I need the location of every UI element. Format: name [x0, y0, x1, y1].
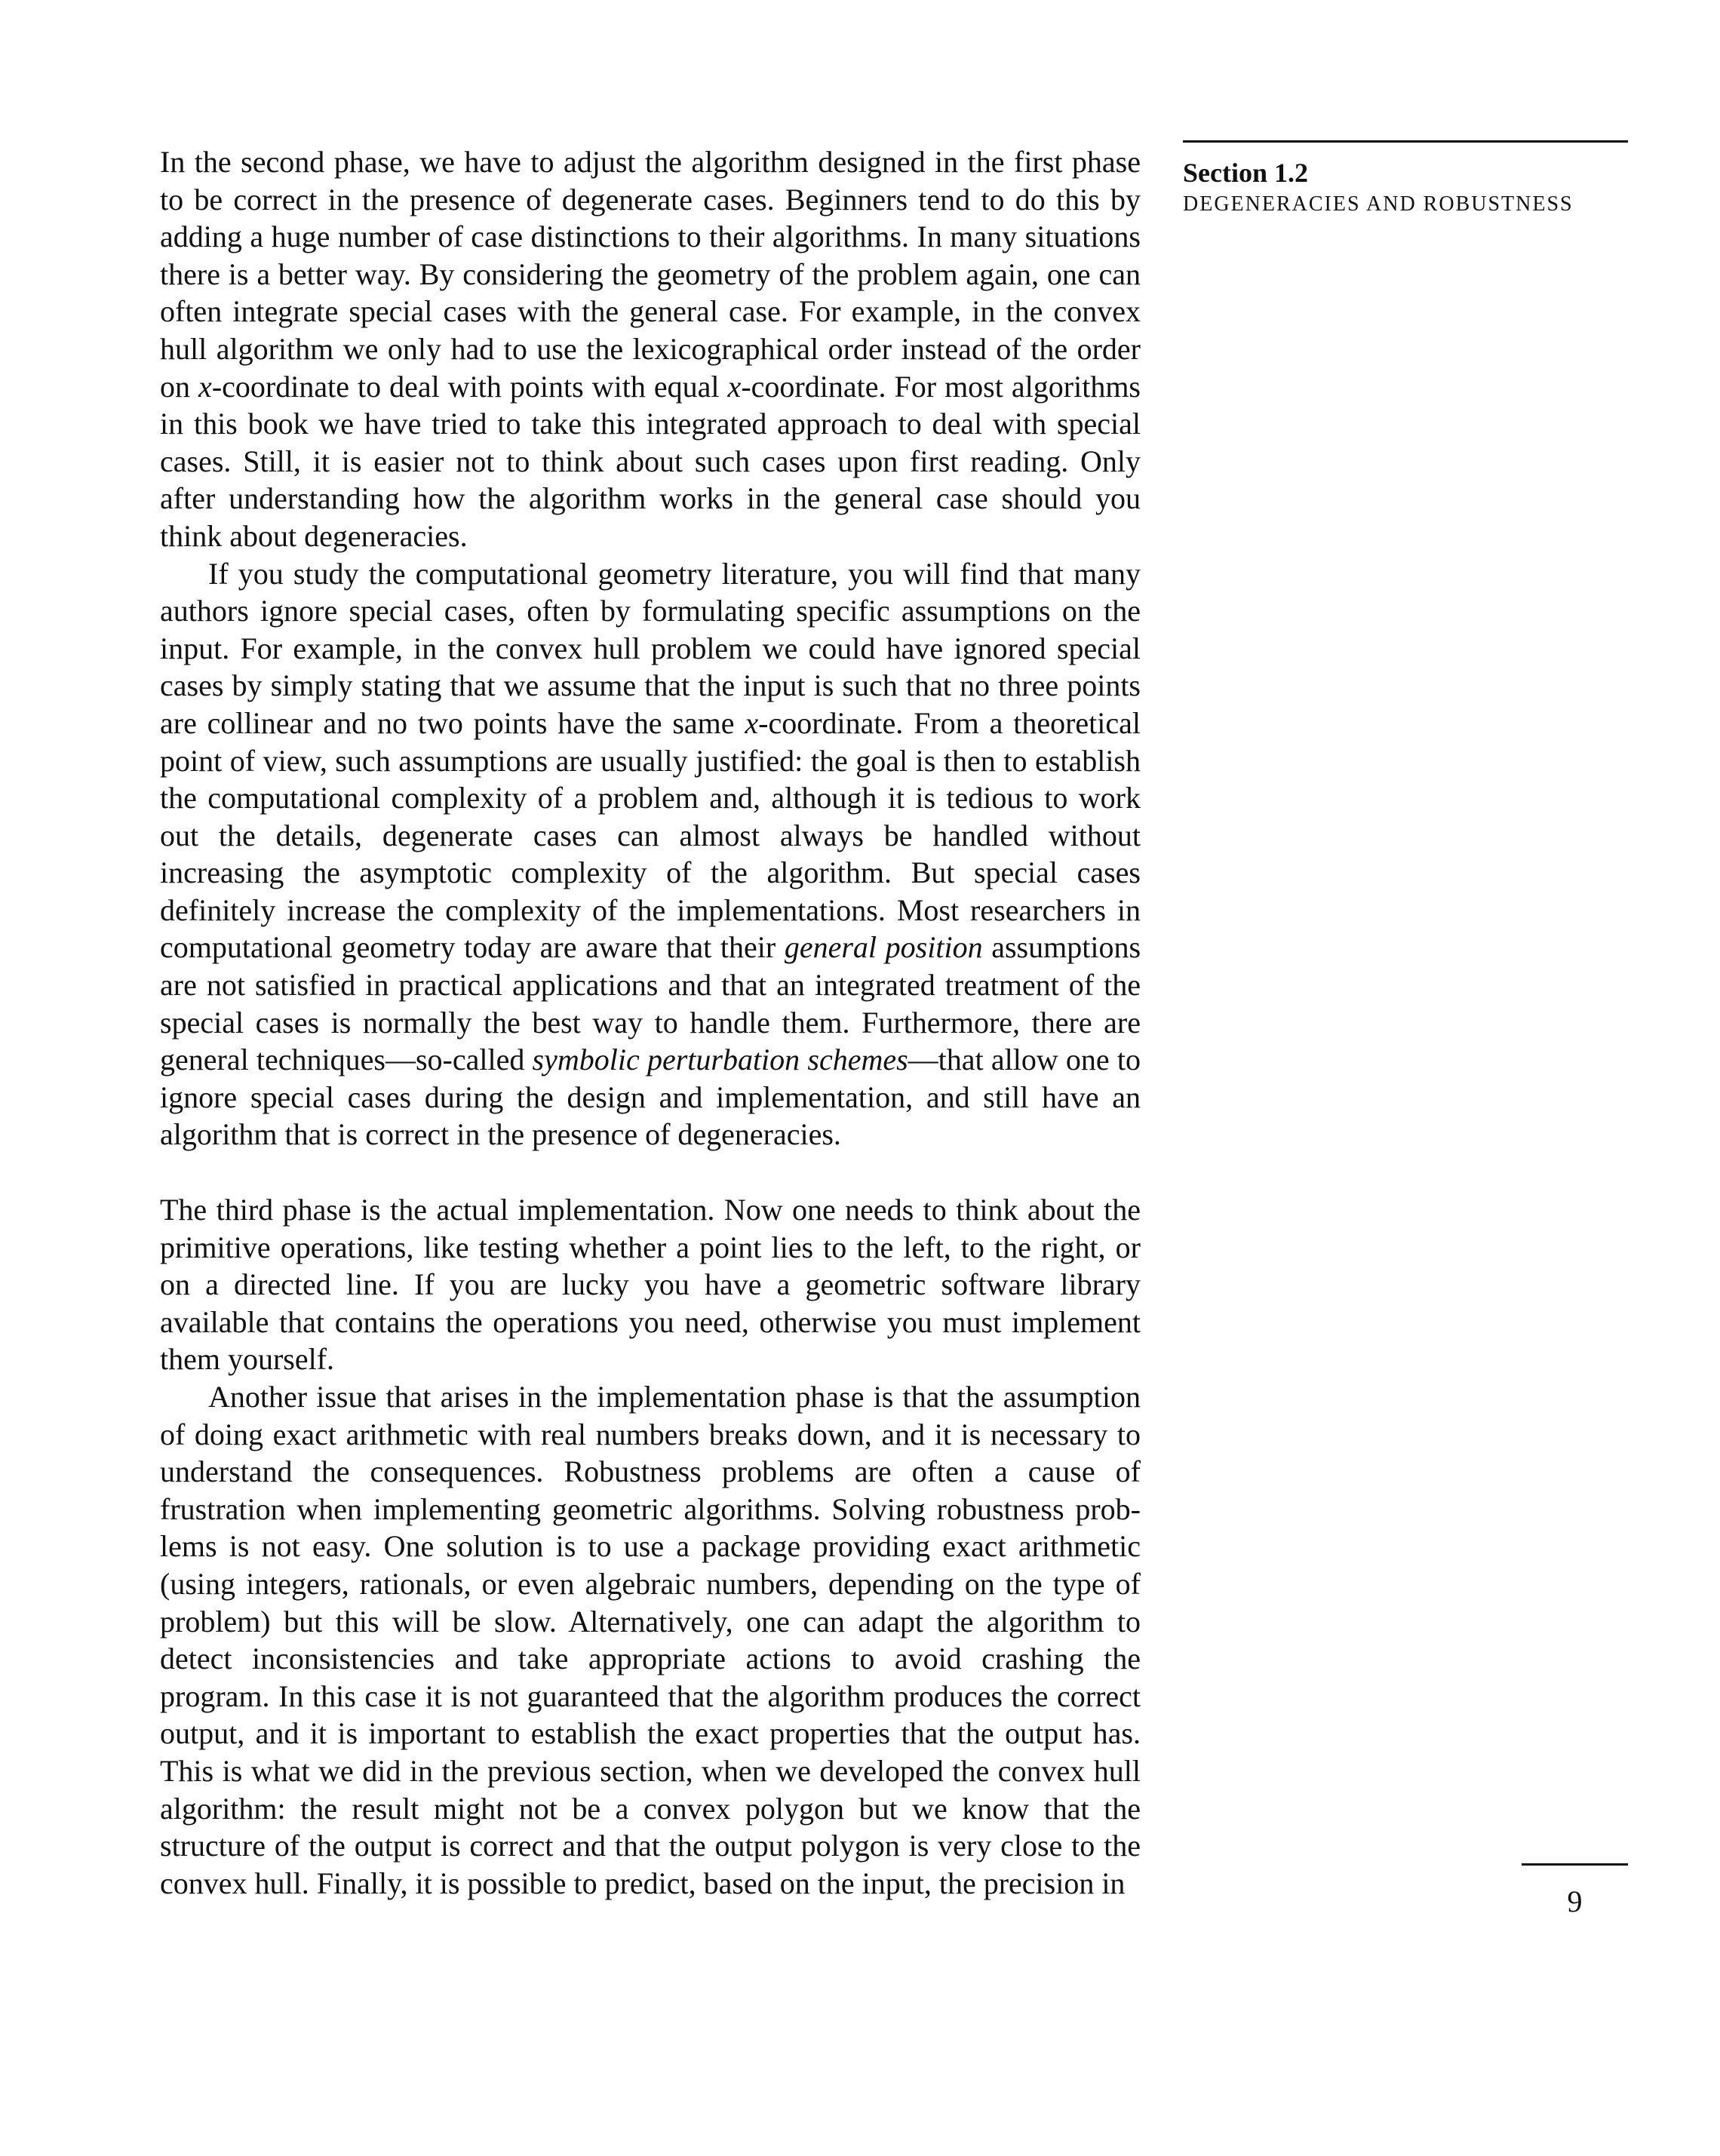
section-sidebar [1183, 140, 1628, 220]
section-label: Section 1.2 [1183, 158, 1308, 188]
paragraph-second-phase: In the second phase, we have to adjust the algorithm designed in the first phase to be correct in the presence of degenerate cases. Beginners tend to do this by adding a huge number of case distinctions to their algorithms. In many situations there is a better way. By considering the geometry of the problem again, one can often integrate special cases with the general case. For example, in the convex hull algorithm we only had to use the lexicographical order instead of the order on x-coordinate to deal with points with equal x-coordinate. For most algorithms in this book we have tried to take this integrated approach to deal with special cases. Still, it is easier not to think about such cases upon first reading. Only after understanding how the algorithm works in the general case should you think about degeneracies. [160, 145, 1141, 553]
footer-rule [1522, 1863, 1628, 1866]
page-number: 9 [1567, 1884, 1583, 1918]
section-title: DEGENERACIES AND ROBUSTNESS [1183, 192, 1574, 216]
paragraph-implementation-issue: Another issue that arises in the implementation phase is that the assumption of doing exact arithmetic with real numbers breaks down, and it is necessary to understand the consequences. Robustness problems are often a cause of frustration when implementing geometric algorithms. Solving robustness problems is not easy. One solution is to use a package providing exact arithmetic (using integers, rationals, or even algebraic numbers, depending on the type of problem) but this will be slow. Alternatively, one can adapt the algorithm to detect inconsistencies and take appropriate actions to avoid crashing the program. In this case it is not guaranteed that the algorithm produces the correct output, and it is important to establish the exact properties that the output has. This is what we did in the previous section, when we developed the convex hull algorithm: the result might not be a convex polygon but we know that the structure of the output is correct and that the output polygon is very close to the convex hull. Finally, it is possible to predict, based on the input, the precision in [160, 1380, 1141, 1900]
sidebar-rule [1183, 140, 1628, 143]
body-text [160, 143, 1141, 1902]
paragraph-literature: If you study the computational geometry literature, you will find that many authors ignore special cases, often by formulating specific assumptions on the input. For example, in the convex hull problem we could have ignored special cases by simply stating that we assume that the input is such that no three points are collinear and no two points have the same x-coordinate. From a theoretical point of view, such assumptions are usually justified: the goal is then to establish the computational complexity of a problem and, although it is tedious to work out the details, degenerate cases can almost always be handled without increasing the asymptotic complexity of the algorithm. But special cases definitely increase the complexity of the implementations. Most researchers in computational geometry today are aware that their general position assumptions are not satisfied in practical applications and that an integrated treatment of the special cases is normally the best way to handle them. Furthermore, there are general techniques—so-called symbolic perturbation schemes—that allow one to ignore special cases during the design and implementation, and still have an algorithm that is correct in the presence of degeneracies. [160, 556, 1141, 1152]
paragraph-third-phase: The third phase is the actual implementation. Now one needs to think about the primitive operations, like testing whether a point lies to the left, to the right, or on a directed line. If you are lucky you have a geometric software library available that contains the operations you need, otherwise you must implement them yourself. [160, 1193, 1141, 1377]
page-footer [1522, 1863, 1628, 1920]
